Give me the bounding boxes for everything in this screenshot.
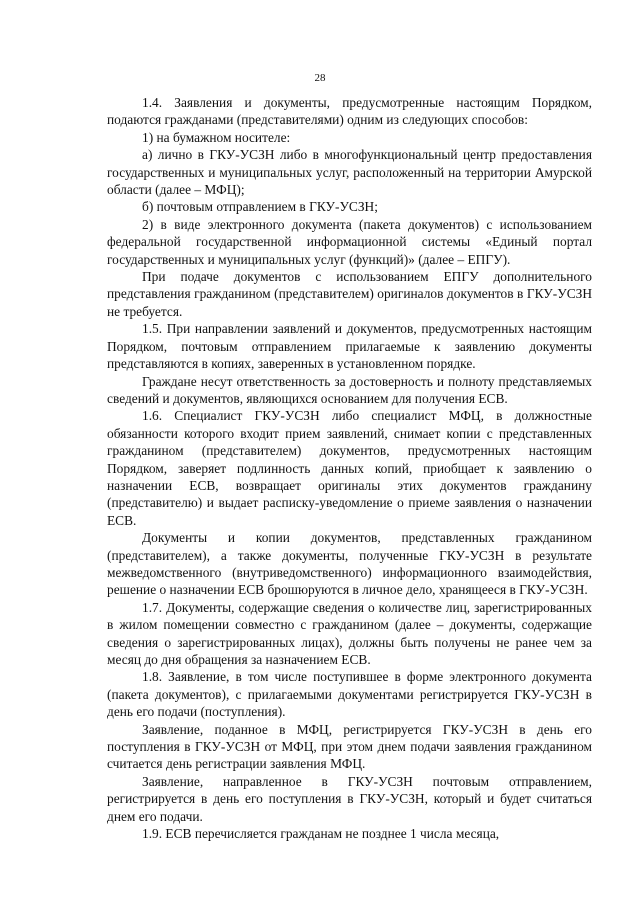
document-body (107, 94, 592, 842)
page-number: 28 (314, 72, 326, 84)
paragraph-1-5: 1.5. При направлении заявлений и документов, предусмотренных настоящим Порядком, почтовым отправлением прилагаемые к заявлению документы представляются в копиях, заверенных в установленном порядке. (107, 321, 592, 372)
paragraph-1-9: 1.9. ЕСВ перечисляется гражданам не позднее 1 числа месяца, (142, 826, 500, 842)
paragraph-1-8: 1.8. Заявление, в том числе поступившее в форме электронного документа (пакета документов), с прилагаемыми документами регистрируется ГКУ-УСЗН в день его подачи (поступления). (107, 669, 592, 720)
paragraph-personal-file: Документы и копии документов, представленных гражданином (представителем), а также документы, полученные ГКУ-УСЗН в результате межведомственного (внутриведомственного) информационного взаимодействия, решение о назначении ЕСВ брошюруются в личное дело, хранящееся в ГКУ-УСЗН. (107, 530, 592, 598)
paragraph-post-registration: Заявление, направленное в ГКУ-УСЗН почтовым отправлением, регистрируется в день его поступления в ГКУ-УСЗН, который и будет считаться днем его подачи. (107, 773, 592, 824)
paragraph-by-post: б) почтовым отправлением в ГКУ-УСЗН; (142, 199, 378, 215)
paragraph-electronic: 2) в виде электронного документа (пакета документов) с использованием федеральной государственной информационной системы «Единый портал государственных и муниципальных услуг (функций)» (далее – ЕПГУ). (107, 216, 592, 267)
paragraph-paper-carrier: 1) на бумажном носителе: (142, 129, 291, 145)
paragraph-1-6: 1.6. Специалист ГКУ-УСЗН либо специалист МФЦ, в должностные обязанности которого входит прием заявлений, снимает копии с представленных гражданином (представителем) документов, предусмотренных настоящим Порядком, заверяет подлинность данных копий, приобщает к заявлению о назначении ЕСВ, возвращает оригиналы этих документов гражданину (представителю) и выдает расписку-уведомление о приеме заявления о назначении ЕСВ. (107, 408, 592, 528)
paragraph-epgu-originals: При подаче документов с использованием ЕПГУ дополнительного представления гражданином (представителем) оригиналов документов в ГКУ-УСЗН не требуется. (107, 269, 592, 319)
paragraph-responsibility: Граждане несут ответственность за достоверность и полноту представляемых сведений и документов, являющихся основанием для получения ЕСВ. (107, 373, 592, 406)
paragraph-mfc-registration: Заявление, поданное в МФЦ, регистрируется ГКУ-УСЗН в день его поступления в ГКУ-УСЗН от МФЦ, при этом днем подачи заявления гражданином считается день регистрации заявления МФЦ. (107, 721, 592, 772)
paragraph-1-4: 1.4. Заявления и документы, предусмотренные настоящим Порядком, подаются гражданами (представителями) одним из следующих способов: (107, 95, 592, 128)
paragraph-1-7: 1.7. Документы, содержащие сведения о количестве лиц, зарегистрированных в жилом помещении совместно с гражданином (далее – документы, содержащие сведения о зарегистрированных лицах), должны быть получены не ранее чем за месяц до дня обращения за назначением ЕСВ. (107, 599, 592, 667)
paragraph-in-person: а) лично в ГКУ-УСЗН либо в многофункциональный центр предоставления государственных и муниципальных услуг, расположенный на территории Амурской области (далее – МФЦ); (107, 147, 592, 198)
